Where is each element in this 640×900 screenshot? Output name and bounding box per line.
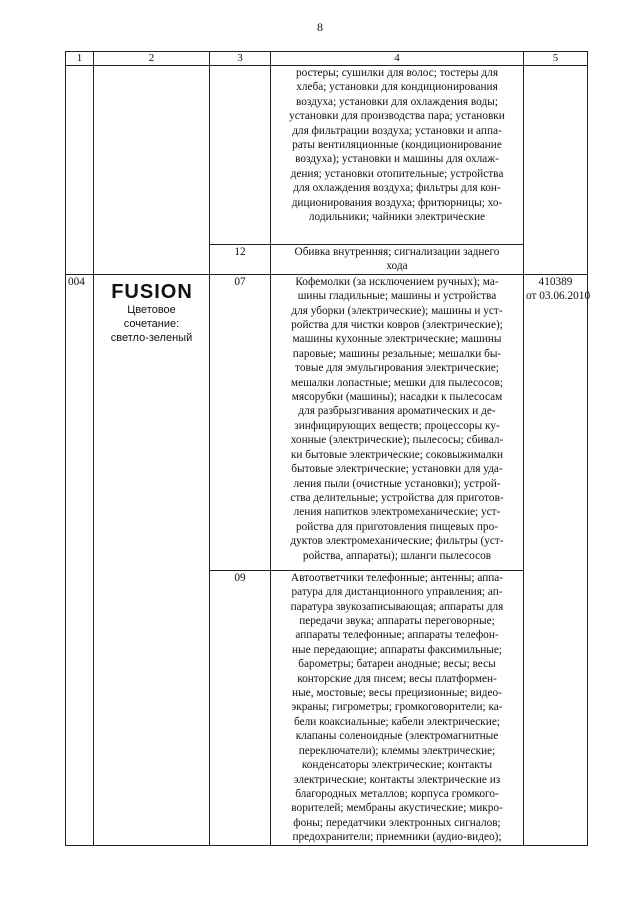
mark-description-line: Цветовое [127, 303, 176, 316]
column-header-1: 1 [66, 52, 94, 66]
goods-line: аппараты телефонные; аппараты телефон- [295, 629, 499, 642]
goods-line: переключатели); клеммы электрические; [298, 744, 496, 757]
class-number-07: 07 [210, 274, 271, 570]
goods-line: для разбрызгивания ароматических и де- [298, 405, 496, 418]
continuation-number-cell [66, 66, 94, 275]
goods-line: клапаны соленоидные (электромагнитные [295, 730, 499, 743]
column-header-5: 5 [524, 52, 588, 66]
goods-line: ства делительные; устройства для приготов- [290, 491, 504, 504]
goods-line: ления напитков электромеханические; уст- [293, 506, 501, 519]
registration-date: от 03.06.2010 [526, 290, 591, 303]
goods-line: Кофемолки (за исключением ручных); ма- [295, 275, 499, 288]
goods-line: паровые; машины резальные; мешалки бы- [292, 347, 502, 360]
goods-line: ления пыли (очистные установки); устрой- [293, 477, 501, 490]
mark-description-line: сочетание: [123, 317, 180, 330]
goods-line: электрические; контакты электрические из [293, 773, 501, 786]
goods-line: ройства для чистки ковров (электрические); [291, 319, 503, 332]
column-header-3: 3 [210, 52, 271, 66]
column-header-2: 2 [94, 52, 210, 66]
fusion-logo [101, 281, 203, 301]
goods-line: машины кухонные электрические; машины [292, 333, 502, 346]
continuation-goods-cell [271, 66, 524, 245]
goods-line: лодильники; чайники электрические [308, 211, 486, 224]
goods-line: для фильтрации воздуха; установки и аппа- [292, 124, 502, 137]
fusion-logo-text: FUSION [110, 280, 193, 301]
goods-line: шины гладильные; машины и устройства [297, 290, 497, 303]
goods-line: благородных металлов; корпуса громкого- [295, 787, 499, 800]
goods-line: барометры; батареи анодные; весы; весы [298, 658, 496, 671]
goods-line: для охлаждения воздуха; фильтры для кон- [293, 182, 501, 195]
goods-line: ные передающие; аппараты факсимильные; [291, 643, 503, 656]
goods-line: Обивка внутренняя; сигнализации заднего [294, 246, 500, 258]
mark-description-line: светло-зеленый [110, 331, 193, 344]
goods-line: ройства для приготовления пищевых про- [295, 520, 498, 533]
registry-table [65, 51, 591, 846]
continuation-class-cell [210, 66, 271, 245]
goods-line: Автоответчики телефонные; антенны; аппа- [290, 571, 504, 584]
registration-number: 410389 [538, 275, 573, 288]
goods-line: зинфицирующих веществ; процессоры ку- [294, 419, 500, 432]
class-number-12: 12 [210, 245, 271, 275]
goods-line: хлеба; установки для кондиционирования [296, 81, 498, 94]
goods-line: ные, мостовые; весы прецизионные; видео- [292, 687, 502, 700]
entry-row-004 [66, 274, 588, 570]
goods-line: ки бытовые электрические; соковыжималки [290, 448, 504, 461]
goods-list [273, 275, 521, 563]
goods-line: мешалки лопастные; мешки для пылесосов; [290, 376, 504, 389]
goods-cell-class-12 [271, 245, 524, 275]
entry-number: 004 [66, 274, 94, 845]
goods-list [273, 245, 521, 274]
continuation-row [66, 66, 588, 245]
goods-line: диционирования воздуха; фритюрницы; хо- [291, 196, 503, 209]
goods-line: мясорубки (машины); насадки к пылесосам [291, 391, 503, 404]
goods-line: ростеры; сушилки для волос; тостеры для [295, 67, 499, 79]
goods-line: дуктов электромеханические; фильтры (уст- [290, 535, 504, 548]
goods-cell-class-09 [271, 570, 524, 845]
column-header-row [66, 52, 588, 66]
goods-line: конторские для писем; весы платформен- [297, 672, 497, 685]
continuation-mark-cell [94, 66, 210, 275]
goods-line: хода [386, 260, 408, 273]
mark-cell [94, 274, 210, 845]
goods-line: хонные (электрические); пылесосы; сбивал- [290, 434, 504, 447]
goods-line: бели коаксиальные; кабели электрические; [293, 715, 500, 728]
goods-line: бытовые электрические; установки для уда- [291, 463, 503, 476]
registration-cell [524, 274, 591, 845]
page-number: 8 [317, 20, 323, 34]
goods-line: воздуха; установки для охлаждения воды; [296, 95, 498, 108]
goods-list [273, 571, 521, 845]
goods-line: ратура для дистанционного управления; ап- [291, 586, 503, 599]
goods-line: дения; установки отопительные; устройства [290, 167, 504, 180]
goods-line: раты вентиляционные (кондиционирование [292, 139, 502, 152]
goods-line: товые для эмульгирования электрические; [295, 362, 499, 375]
goods-line: конденсаторы электрические; контакты [301, 759, 493, 772]
goods-line: ворителей; мембраны акустические; микро- [291, 802, 503, 815]
goods-line: для уборки (электрические); машины и уст- [291, 304, 503, 317]
goods-line: паратура звукозаписывающая; аппараты для [290, 600, 504, 613]
goods-line: фоны; передатчики электронных сигналов; [293, 816, 501, 829]
goods-line: передачи звука; аппараты переговорные; [299, 615, 495, 628]
goods-cell-class-07 [271, 274, 524, 570]
goods-line: экраны; гигрометры; громкоговорители; ка- [291, 701, 503, 714]
goods-line: предохранители; приемники (аудио-видео); [292, 831, 502, 844]
class-number-09: 09 [210, 570, 271, 845]
goods-list [273, 66, 521, 224]
column-header-4: 4 [271, 52, 524, 66]
goods-line: воздуха); установки и машины для охлаж- [295, 153, 499, 166]
continuation-registration-cell [524, 66, 588, 275]
goods-line: установки для производства пара; установки [289, 110, 505, 123]
goods-line: ройства, аппараты); шланги пылесосов [302, 549, 492, 562]
